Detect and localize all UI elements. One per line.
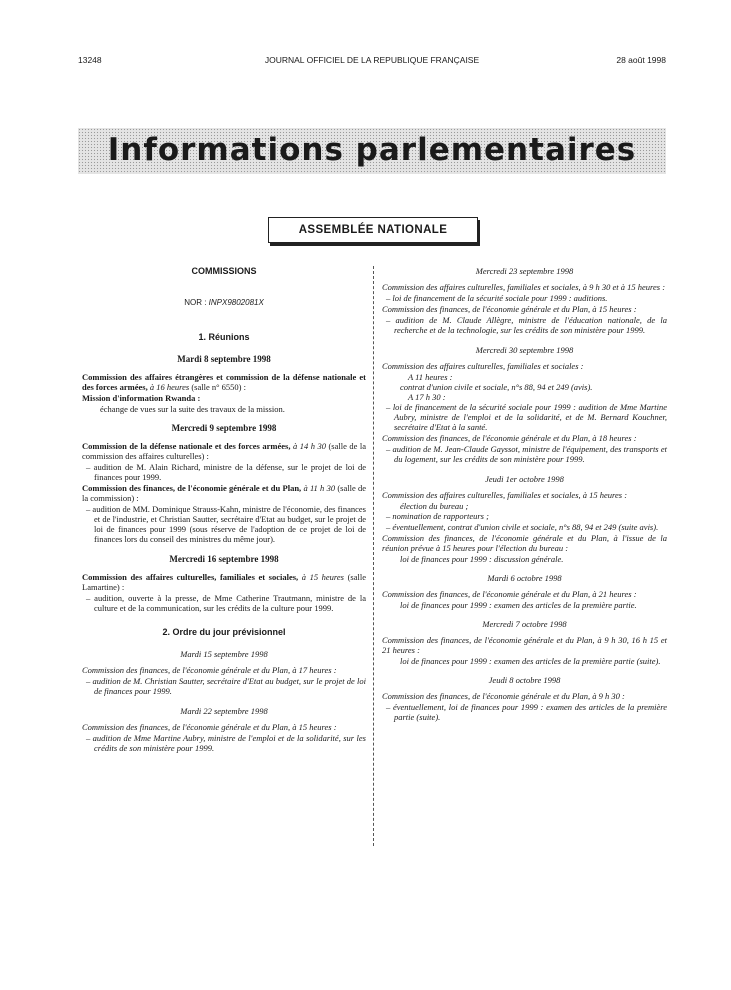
agenda-item: – audition de M. Jean-Claude Gayssot, ministre de l'équipement, des transports et du logement, sur les crédits de son ministère pour 1999. xyxy=(386,444,667,464)
nor-reference: NOR : INPX9802081X xyxy=(184,298,264,307)
agenda-item: – audition de M. Christian Sautter, secrétaire d'Etat au budget, sur le projet de loi de finances pour 1999. xyxy=(86,676,366,696)
issue-date: 28 août 1998 xyxy=(616,55,666,65)
agenda-item: – audition de Mme Martine Aubry, ministre de l'emploi et de la solidarité, sur les crédits de son ministère pour 1999. xyxy=(86,733,366,753)
banner-title: Informations parlementaires xyxy=(107,132,637,168)
meeting-entry: Commission des finances, de l'économie générale et du Plan, à 17 heures : xyxy=(82,665,337,675)
date-heading: Mercredi 16 septembre 1998 xyxy=(169,554,279,564)
running-header xyxy=(78,55,666,67)
date-heading: Jeudi 1er octobre 1998 xyxy=(485,474,564,484)
page-number: 13248 xyxy=(78,55,102,65)
agenda-item: loi de finances pour 1999 : examen des articles de la première partie (suite). xyxy=(400,656,661,666)
left-column xyxy=(82,266,366,754)
mission-heading: Mission d'information Rwanda : xyxy=(82,393,201,403)
date-heading: Mardi 22 septembre 1998 xyxy=(180,706,268,716)
section-ordre-du-jour: 2. Ordre du jour prévisionnel xyxy=(162,627,286,637)
date-heading: Mardi 15 septembre 1998 xyxy=(180,649,268,659)
meeting-entry: Commission des finances, de l'économie générale et du Plan, à 21 heures : xyxy=(382,589,637,599)
meeting-entry: Commission des finances, de l'économie générale et du Plan, à 18 heures : xyxy=(382,433,637,443)
meeting-entry: Commission des affaires culturelles, familiales et sociales, à 15 heures (salle Lamartine) : xyxy=(82,572,366,592)
journal-title: JOURNAL OFFICIEL DE LA REPUBLIQUE FRANÇAISE xyxy=(264,55,480,65)
meeting-entry: Commission des finances, de l'économie générale et du Plan, à 15 heures : xyxy=(382,304,637,314)
time-label: A 17 h 30 : xyxy=(408,392,446,402)
meeting-entry: Commission des finances, de l'économie générale et du Plan, à 15 heures : xyxy=(82,722,337,732)
agenda-item: – audition de MM. Dominique Strauss-Kahn, ministre de l'économie, des finances et de l'industrie, et Christian Sautter, secrétaire d'Etat au budget, sur le projet de loi de finances pour 1999 (sous réserve de l'adoption de ce projet de loi de finances lors du conseil des ministres du même jour). xyxy=(86,504,366,544)
agenda-item: – éventuellement, contrat d'union civile et sociale, n°s 88, 94 et 249 (suite avis). xyxy=(386,522,659,532)
agenda-item: loi de finances pour 1999 : examen des articles de la première partie. xyxy=(400,600,637,610)
meeting-entry: Commission des affaires culturelles, familiales et sociales : xyxy=(382,361,584,371)
date-heading: Jeudi 8 octobre 1998 xyxy=(488,675,561,685)
agenda-item: – audition de M. Claude Allègre, ministre de l'éducation nationale, de la recherche et de la technologie, sur les crédits de son ministère pour 1999. xyxy=(386,315,667,335)
date-heading: Mercredi 23 septembre 1998 xyxy=(475,266,574,276)
date-heading: Mercredi 30 septembre 1998 xyxy=(475,345,574,355)
meeting-entry: Commission des finances, de l'économie générale et du Plan, à l'issue de la réunion prévue à 15 heures pour l'élection du bureau : xyxy=(382,533,667,553)
time-label: A 11 heures : xyxy=(408,372,453,382)
date-heading: Mardi 6 octobre 1998 xyxy=(487,573,562,583)
column-separator xyxy=(373,266,374,846)
agenda-item: contrat d'union civile et sociale, n°s 88, 94 et 249 (avis). xyxy=(400,382,593,392)
meeting-text: échange de vues sur la suite des travaux de la mission. xyxy=(100,404,285,414)
meeting-entry: Commission de la défense nationale et des forces armées, à 14 h 30 (salle de la commission des affaires culturelles) : xyxy=(82,441,367,461)
meeting-entry: Commission des affaires étrangères et commission de la défense nationale et des forces armées, à 16 heures (salle n° 6550) : xyxy=(82,372,366,392)
assembly-heading: ASSEMBLÉE NATIONALE xyxy=(268,217,478,243)
right-column xyxy=(382,266,667,723)
meeting-entry: Commission des finances, de l'économie générale et du Plan, à 9 h 30, 16 h 15 et 21 heures : xyxy=(382,635,667,655)
section-reunions: 1. Réunions xyxy=(198,332,250,342)
meeting-entry: Commission des finances, de l'économie générale et du Plan, à 11 h 30 (salle de la commission) : xyxy=(82,483,367,503)
agenda-item: – loi de financement de la sécurité sociale pour 1999 : auditions. xyxy=(386,293,608,303)
meeting-entry: Commission des affaires culturelles, familiales et sociales, à 9 h 30 et à 15 heures : xyxy=(382,282,666,292)
agenda-item: – nomination de rapporteurs ; xyxy=(386,511,489,521)
agenda-item: – audition de M. Alain Richard, ministre de la défense, sur le projet de loi de finances pour 1999. xyxy=(86,462,366,482)
date-heading: Mercredi 7 octobre 1998 xyxy=(482,619,567,629)
meeting-entry: Commission des finances, de l'économie générale et du Plan, à 9 h 30 : xyxy=(382,691,625,701)
meeting-entry: Commission des affaires culturelles, familiales et sociales, à 15 heures : xyxy=(382,490,628,500)
date-heading: Mardi 8 septembre 1998 xyxy=(177,354,271,364)
agenda-item: loi de finances pour 1999 : discussion générale. xyxy=(400,554,564,564)
agenda-item: élection du bureau ; xyxy=(400,501,469,511)
commissions-heading: COMMISSIONS xyxy=(191,266,257,276)
date-heading: Mercredi 9 septembre 1998 xyxy=(171,423,277,433)
agenda-item: – éventuellement, loi de finances pour 1999 : examen des articles de la première partie (suite). xyxy=(386,702,667,722)
agenda-item: – audition, ouverte à la presse, de Mme Catherine Trautmann, ministre de la culture et de la communication, sur les crédits de la culture pour 1999. xyxy=(86,593,366,613)
agenda-item: – loi de financement de la sécurité sociale pour 1999 : audition de Mme Martine Aubry, ministre de l'emploi et de la solidarité, et de M. Bernard Kouchner, secrétaire d'Etat à la santé. xyxy=(386,402,667,432)
